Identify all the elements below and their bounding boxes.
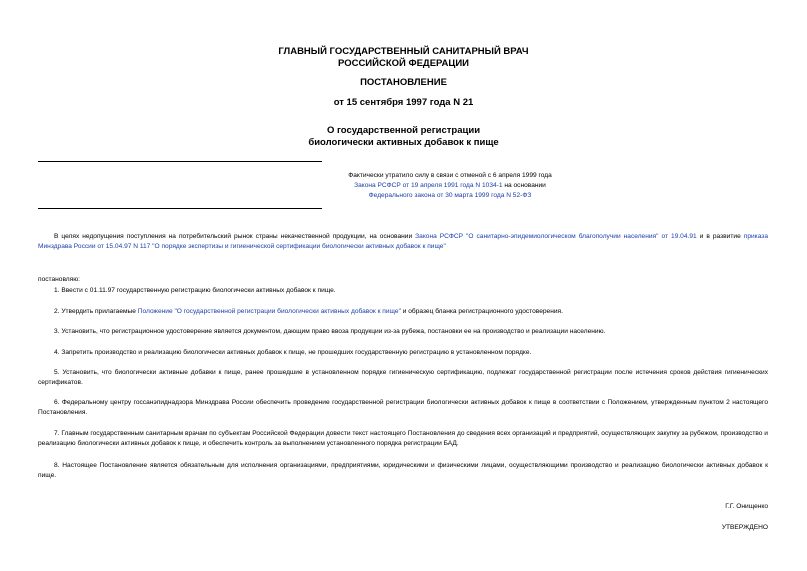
item-3: 3. Установить, что регистрационное удостоверение является документом, дающим право ввоза продукции из-за рубежа, постановки ее на производство и реализации населению. (54, 328, 606, 335)
divider-bottom (38, 208, 322, 209)
status-note (300, 171, 600, 201)
item-2 (38, 307, 768, 317)
item-4: 4. Запретить производство и реализацию биологически активных добавок к пище, не прошедших государственную регистрацию в установленном порядке. (54, 349, 532, 356)
divider-top (38, 161, 322, 162)
sanitary-law-link[interactable]: Закона РСФСР "О санитарно-эпидемиологическом благополучии населения" от 19.04.91 (415, 233, 697, 240)
item-5: 5. Установить, что биологически активные добавки к пище, ранее прошедшие в установленном порядке гигиеническую сертификацию, подлежат государственной регистрации после истечения сроков действия гигиенических сертификатов. (38, 369, 768, 386)
decree-word: постановляю: (38, 276, 81, 283)
law-1991-link[interactable]: Закона РСФСР от 19 апреля 1991 года N 1034-1 (354, 182, 503, 189)
date-number: от 15 сентября 1997 года N 21 (333, 97, 474, 108)
regulation-link[interactable]: Положение "О государственной регистрации биологически активных добавок к пище" (137, 308, 401, 315)
status-note-line-1: Фактически утратило силу в связи с отменой с 6 апреля 1999 года (348, 172, 552, 179)
item-6: 6. Федеральному центру госсанэпиднадзора Минздрава России обеспечить проведение государственной регистрации биологически активных добавок к пище в соответствии с Положением, утвержденным пунктом 2 настоящего Постановления. (38, 399, 768, 416)
preamble (38, 232, 768, 251)
org-line-2: РОССИЙСКОЙ ФЕДЕРАЦИИ (337, 58, 469, 69)
signature: Г.Г. Онищенко (725, 503, 768, 510)
org-line-1: ГЛАВНЫЙ ГОСУДАРСТВЕННЫЙ САНИТАРНЫЙ ВРАЧ (278, 46, 529, 57)
doc-type: ПОСТАНОВЛЕНИЕ (360, 77, 447, 88)
preamble-text-1: В целях недопущения поступления на потребительский рынок страны некачественной продукции, на основании (54, 233, 416, 240)
order-117-link[interactable]: приказа Минздрава России от 15.04.97 N 117 "О порядке экспертизы и гигиенической сертификации биологически активных добавок к пище" (38, 233, 768, 250)
item-8: 8. Настоящее Постановление является обязательным для исполнения организациями, предприятиями, юридическими и физическими лицами, осуществляющими производство и реализацию биологически активных добавок к пище. (38, 462, 768, 479)
item-2-text-a: 2. Утвердить прилагаемые (54, 308, 138, 315)
status-note-line-2-rest: на основании (502, 182, 546, 189)
item-7: 7. Главным государственным санитарным врачам по субъектам Российской Федерации довести текст настоящего Постановления до сведения всех организаций и предприятий, осуществляющих закупку за рубежом, производство и реализацию биологически активных добавок к пище, и обеспечить контроль за выполнением установленного порядка регистрации БАД. (38, 430, 768, 447)
approved-label: УТВЕРЖДЕНО (721, 524, 768, 531)
preamble-text-2: и в развитие (696, 233, 744, 240)
item-1: 1. Ввести с 01.11.97 государственную регистрацию биологически активных добавок к пище. (54, 287, 336, 294)
item-2-text-b: и образец бланка регистрационного удостоверения. (400, 308, 563, 315)
federal-law-1999-link[interactable]: Федерального закона от 30 марта 1999 года N 52-ФЗ (368, 192, 532, 199)
title-line-2: биологически активных добавок к пище (308, 137, 499, 148)
title-line-1: О государственной регистрации (326, 125, 481, 136)
